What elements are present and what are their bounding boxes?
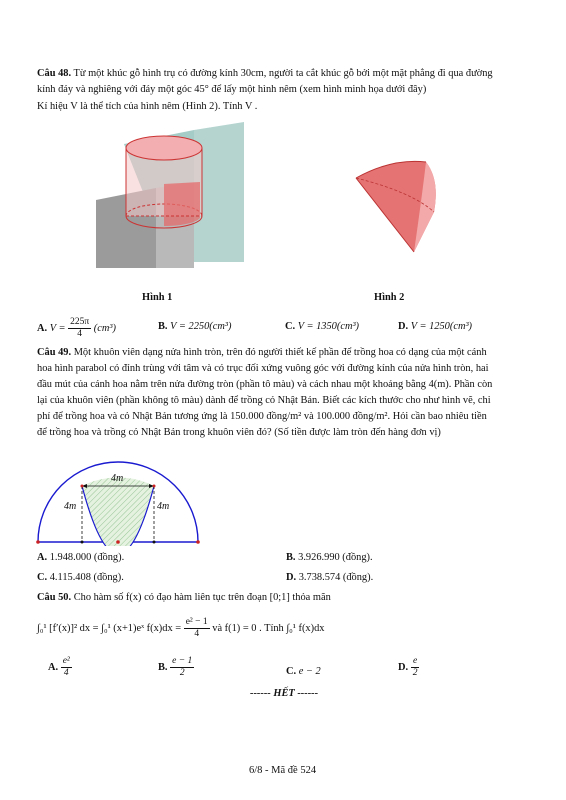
q48-option-d: D. V = 1250(cm³) xyxy=(398,321,473,332)
q48-option-a: A. V = $\frac{225\pi}{4}$ (cm³) xyxy=(37,317,116,339)
q50-option-d: D. $\frac{e}{2}$ xyxy=(398,656,418,678)
fig-label-right: 4m xyxy=(157,501,170,512)
q49-line3: đầu mút của cánh hoa nằm trên nửa đường tròn (phần tô màu) và cách nhau một khoảng bằng 4(m). Phần còn xyxy=(37,379,493,390)
q48-option-c: C. V = 1350(cm³) xyxy=(285,321,360,332)
q50-option-c: C. e − 2 xyxy=(286,666,321,677)
q48-line2: kính đáy và nghiêng với đáy một góc 45° để lấy một hình nêm (xem hình minh họa dưới đây) xyxy=(37,84,427,95)
figure-1-cylinder xyxy=(96,122,244,268)
q49-line1: Câu 49. Một khuôn viên dạng nửa hình tròn, trên đó người thiết kế phần để trồng hoa có dạng của một cánh xyxy=(37,347,487,358)
q49-line2: hoa hình parabol có đỉnh trùng với tâm và có trục đối xứng vuông góc với đường kính của nửa hình tròn, hai xyxy=(37,363,489,374)
q50-label: Câu 50. xyxy=(37,592,72,603)
q48-line1 xyxy=(37,66,493,81)
fraction: $\frac{e}{2}$ xyxy=(412,656,418,678)
q48-option-b: B. V = 2250(cm³) xyxy=(158,321,232,332)
q49-option-a: A. 1.948.000 (đồng). xyxy=(37,552,125,563)
q50-option-b: B. $\frac{e - 1}{2}$ xyxy=(158,656,193,678)
q49-line4: lại của khuôn viên (phần không tô màu) dành để trồng cỏ Nhật Bản. Biết các kích thước cho như hình vẽ, chi xyxy=(37,395,491,406)
q49-line5: phí để trồng hoa và cỏ Nhật Bản tương ứng là 150.000 đồng/m² và 100.000 đồng/m². Hỏi cần bao nhiêu tiền xyxy=(37,411,487,422)
q49-option-d: D. 3.738.574 (đồng). xyxy=(286,572,374,583)
page-footer: 6/8 - Mã đề 524 xyxy=(249,765,317,776)
q48-text1: Từ một khúc gỗ hình trụ có đường kính 30cm, người ta cắt khúc gỗ bởi một mặt phẳng đi qua đường xyxy=(73,68,493,79)
q50-option-a: A. $\frac{\text{e²}}{4}$ xyxy=(48,656,70,678)
q49-option-c: C. 4.115.408 (đồng). xyxy=(37,572,124,583)
q50-condition: ∫₀¹ [f′(x)]² dx = ∫₀¹ (x+1)eˣ f(x)dx = $\frac{\text{e² − 1}}{4}$ và f(1) = 0 . Tính ∫₀¹ f(x)dx xyxy=(37,617,325,639)
fraction: $\frac{225\pi}{4}$ xyxy=(70,317,90,339)
q48-label: Câu 48. xyxy=(37,68,72,79)
figure-semicircle-garden xyxy=(36,454,200,546)
fraction: $\frac{e - 1}{2}$ xyxy=(172,656,193,678)
q49-label: Câu 49. xyxy=(37,347,72,358)
fraction: $\frac{\text{e² − 1}}{4}$ xyxy=(185,617,208,639)
fig1-caption: Hình 1 xyxy=(142,292,173,303)
fraction: $\frac{\text{e²}}{4}$ xyxy=(62,656,70,678)
q49-line6: để trồng hoa và trồng cỏ Nhật Bản trong khuôn viên đó? (Số tiền được làm tròn đến hàng đơn vị) xyxy=(37,427,441,438)
fig-label-top: 4m xyxy=(111,473,124,484)
fig2-caption: Hình 2 xyxy=(374,292,405,303)
option-letter: A. xyxy=(37,322,48,334)
q48-line3: Kí hiệu V là thể tích của hình nêm (Hình 2). Tính V . xyxy=(37,101,258,112)
q49-option-b: B. 3.926.990 (đồng). xyxy=(286,552,373,563)
end-marker: ------ HẾT ------ xyxy=(250,688,319,699)
q50-line1: Câu 50. Cho hàm số f(x) có đạo hàm liên tục trên đoạn [0;1] thỏa mãn xyxy=(37,592,331,603)
figure-2-wedge xyxy=(352,156,438,254)
fig-label-left: 4m xyxy=(64,501,77,512)
